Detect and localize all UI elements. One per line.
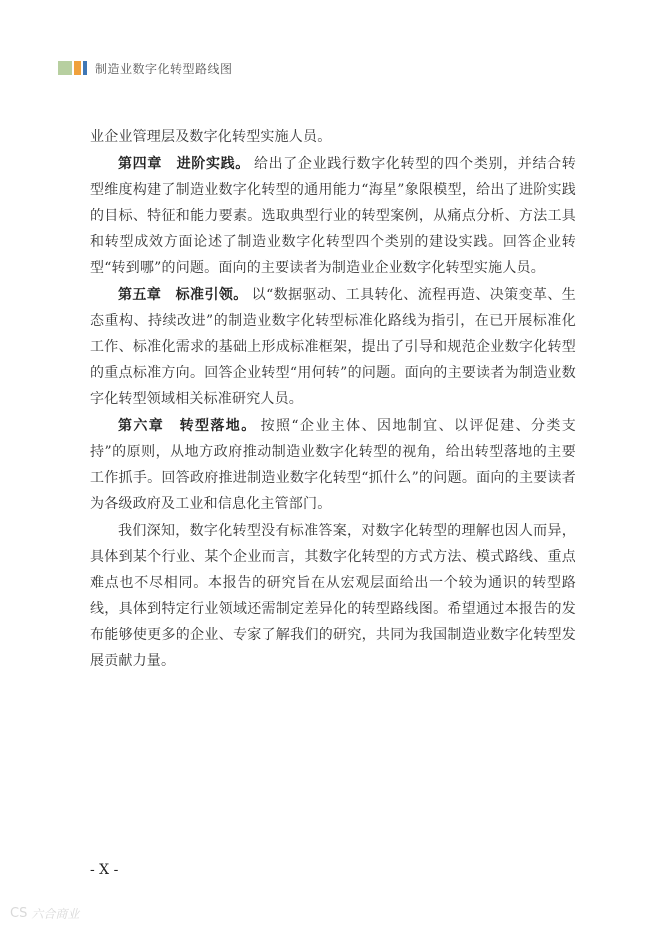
paragraph-text: 业企业管理层及数字化转型实施人员。 (90, 129, 332, 145)
paragraph-chapter-6 (90, 413, 576, 517)
chapter-4-lead: 第四章 进阶实践。 (118, 156, 250, 172)
watermark-logo-icon: CS (10, 906, 28, 921)
page-header (58, 60, 233, 76)
paragraph-chapter-4 (90, 151, 576, 281)
paragraph-chapter-5 (90, 282, 576, 412)
header-green-square (58, 61, 72, 75)
running-header-title: 制造业数字化转型路线图 (95, 61, 233, 76)
header-orange-bar (74, 61, 81, 75)
paragraph-continuation (90, 124, 576, 150)
paragraph-conclusion (90, 518, 576, 674)
chapter-5-lead: 第五章 标准引领。 (118, 287, 248, 303)
watermark (10, 905, 79, 922)
paragraph-text: 以“数据驱动、工具转化、流程再造、决策变革、生态重构、持续改进”的制造业数字化转型标准化路线为指引，在已开展标准化工作、标准化需求的基础上形成标准框架，提出了引导和规范企业数字化转型的重点标准方向。回答企业转型“用何转”的问题。面向的主要读者为制造业数字化转型领域相关标准研究人员。 (90, 287, 576, 407)
watermark-text: 六合商业 (31, 907, 80, 921)
paragraph-text: 给出了企业践行数字化转型的四个类别，并结合转型维度构建了制造业数字化转型的通用能力“海星”象限模型，给出了进阶实践的目标、特征和能力要素。选取典型行业的转型案例，从痛点分析、方法工具和转型成效方面论述了制造业数字化转型四个类别的建设实践。回答企业转型“转到哪”的问题。面向的主要读者为制造业企业数字化转型实施人员。 (90, 156, 576, 276)
chapter-6-lead: 第六章 转型落地。 (118, 418, 257, 434)
header-blue-bar (83, 61, 87, 75)
paragraph-text: 按照“企业主体、因地制宜、以评促建、分类支持”的原则，从地方政府推动制造业数字化转型的视角，给出转型落地的主要工作抓手。回答政府推进制造业数字化转型“抓什么”的问题。面向的主要读者为各级政府及工业和信息化主管部门。 (90, 418, 576, 512)
body-text (90, 124, 576, 674)
paragraph-text: 我们深知，数字化转型没有标准答案，对数字化转型的理解也因人而异，具体到某个行业、某个企业而言，其数字化转型的方式方法、模式路线、重点难点也不尽相同。本报告的研究旨在从宏观层面给出一个较为通识的转型路线，具体到特定行业领域还需制定差异化的转型路线图。希望通过本报告的发布能够使更多的企业、专家了解我们的研究，共同为我国制造业数字化转型发展贡献力量。 (90, 523, 576, 669)
page-number: - X - (90, 862, 119, 878)
